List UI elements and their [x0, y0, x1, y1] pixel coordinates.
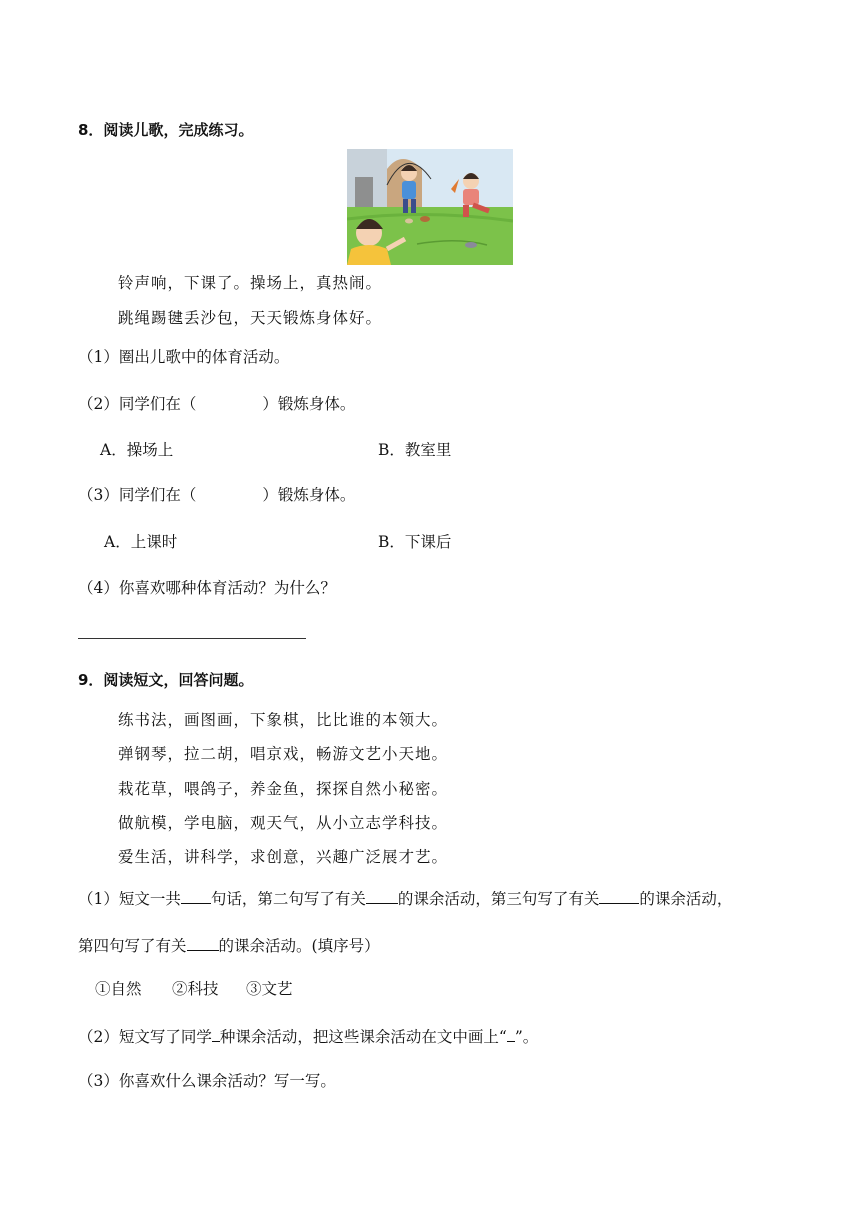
q9-sub1-blank-second[interactable] [366, 887, 398, 904]
q9-passage-line-2: 弹钢琴，拉二胡，唱京戏，畅游文艺小天地。 [118, 745, 449, 763]
q8-sub2-prompt: （2）同学们在（ [78, 395, 197, 413]
q9-option-3: ③文艺 [246, 980, 293, 998]
q9-title: 9．阅读短文，回答问题。 [78, 671, 254, 689]
q9-sub2 [78, 1025, 538, 1047]
q9-sub1-blank-fourth[interactable] [187, 934, 219, 951]
q8-sub3-prompt: （3）同学们在（ [78, 486, 197, 504]
children-playing-illustration [347, 149, 513, 265]
q9-sub3: （3）你喜欢什么课余活动？写一写。 [78, 1072, 336, 1090]
q9-sub1-blank-count[interactable] [181, 887, 211, 904]
q8-sub3-suffix: ）锻炼身体。 [262, 486, 356, 504]
q8-sub3-option-b[interactable]: B．下课后 [378, 533, 452, 551]
q8-sub3-option-a[interactable]: A．上课时 [104, 533, 178, 551]
q9-sub2-underline-mark [507, 1025, 515, 1042]
q9-sub1-line-2 [78, 934, 380, 956]
q9-sub1-text: 的课余活动， [639, 890, 733, 908]
q9-sub1-line-1 [78, 887, 732, 909]
q8-poem-line-2: 跳绳踢毽丢沙包，天天锻炼身体好。 [118, 309, 383, 327]
q9-sub1-text: 的课余活动，第三句写了有关 [397, 890, 600, 908]
q9-passage-line-1: 练书法，画图画，下象棋，比比谁的本领大。 [118, 711, 449, 729]
q9-sub1-text: 句话，第二句写了有关 [210, 890, 366, 908]
q9-sub1-text: （1）短文一共 [78, 890, 181, 908]
q9-sub1-text: 第四句写了有关 [78, 937, 187, 955]
q9-passage-line-4: 做航模，学电脑，观天气，从小立志学科技。 [118, 814, 449, 832]
q9-sub2-text: （2）短文写了同学 [78, 1028, 212, 1046]
q9-sub2-text: 种课余活动，把这些课余活动在文中画上“ [219, 1028, 507, 1046]
q8-sub3 [78, 485, 355, 505]
q9-passage-line-5: 爱生活，讲科学，求创意，兴趣广泛展才艺。 [118, 848, 449, 866]
q8-answer-line[interactable] [78, 638, 306, 639]
q9-sub1-blank-third[interactable] [599, 887, 639, 904]
q9-sub2-blank-count[interactable] [212, 1025, 220, 1042]
q8-sub2-suffix: ）锻炼身体。 [262, 395, 356, 413]
q8-poem-line-1: 铃声响，下课了。操场上，真热闹。 [118, 274, 383, 292]
q8-sub2 [78, 394, 355, 414]
q8-sub1: （1）圈出儿歌中的体育活动。 [78, 348, 290, 366]
q8-sub2-option-a[interactable]: A．操场上 [100, 441, 174, 459]
q8-sub4: （4）你喜欢哪种体育活动？为什么？ [78, 579, 336, 597]
q8-sub2-option-b[interactable]: B．教室里 [378, 441, 452, 459]
q9-sub1-text: 的课余活动。(填序号） [218, 937, 380, 955]
q9-option-2: ②科技 [172, 980, 219, 998]
q9-option-1: ①自然 [95, 980, 142, 998]
q9-passage-line-3: 栽花草，喂鸽子，养金鱼，探探自然小秘密。 [118, 780, 449, 798]
q9-sub2-text: ”。 [514, 1028, 539, 1046]
q8-title: 8．阅读儿歌，完成练习。 [78, 121, 254, 139]
